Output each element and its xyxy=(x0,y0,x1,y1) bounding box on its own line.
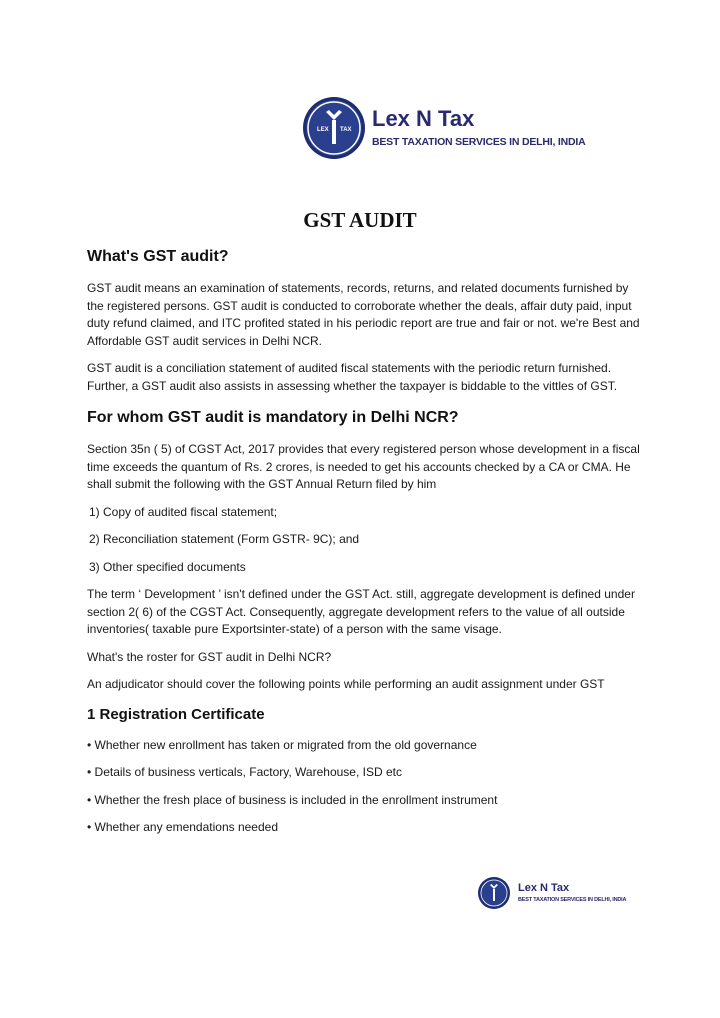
logo-name: Lex N Tax xyxy=(372,106,475,132)
lex-n-tax-seal-icon xyxy=(480,879,508,907)
section-heading-whom: For whom GST audit is mandatory in Delhi NCR? xyxy=(87,409,459,426)
seal-text-bottom: N xyxy=(331,146,336,152)
paragraph: GST audit is a conciliation statement of audited fiscal statements with the periodic return furnished. Further, a GST audit also assists in assessing whether the taxpayer is biddable to the vittles of GST. xyxy=(87,361,618,393)
header-logo xyxy=(306,100,586,156)
seal-text-right: TAX xyxy=(340,127,352,133)
paragraph: Section 35n ( 5) of CGST Act, 2017 provides that every registered person whose development in a fiscal time exceeds the quantum of Rs. 2 crores, is needed to get his accounts checked by a CA or CMA. He shall submit the following with the GST Annual Return filed by him xyxy=(87,442,640,491)
bullet-item: • Details of business verticals, Factory, Warehouse, ISD etc xyxy=(87,765,402,779)
list-item: 1) Copy of audited fiscal statement; xyxy=(89,504,278,519)
bullet-item: • Whether new enrollment has taken or migrated from the old governance xyxy=(87,737,477,752)
footer-logo-name: Lex N Tax xyxy=(518,881,570,894)
list-item: 2) Reconciliation statement (Form GSTR- 9C); and xyxy=(89,532,360,546)
logo-tagline: BEST TAXATION SERVICES IN DELHI, INDIA xyxy=(372,136,586,149)
lex-n-tax-seal-icon xyxy=(306,100,362,156)
paragraph: GST audit means an examination of statements, records, returns, and related documents furnished by the registered persons. GST audit is conducted to corroborate whether the deals, affair duty paid, input duty refund claimed, and ITC profited stated in his periodic report are true and fair or not. we're Best and Affordable GST audit services in Delhi NCR. xyxy=(87,281,640,348)
paragraph: An adjudicator should cover the following points while performing an audit assignment under GST xyxy=(87,677,605,691)
section-heading-registration: 1 Registration Certificate xyxy=(87,705,265,723)
document-body xyxy=(87,248,642,847)
bullet-item: • Whether the fresh place of business is included in the enrollment instrument xyxy=(87,792,498,807)
bullet-item: • Whether any emendations needed xyxy=(87,820,278,834)
footer-logo xyxy=(480,879,626,907)
section-heading-what: What's GST audit? xyxy=(87,248,229,265)
page-title: GST AUDIT xyxy=(303,208,417,232)
list-item: 3) Other specified documents xyxy=(89,559,246,574)
footer-logo-tagline: BEST TAXATION SERVICES IN DELHI, INDIA xyxy=(518,896,627,903)
paragraph: The term ‘ Development ’ isn't defined under the GST Act. still, aggregate development is defined under section 2( 6) of the CGST Act. Consequently, aggregate development refers to the value of all outside inventories( taxable pure Exportsinter-state) of a person with the same visage. xyxy=(87,587,635,636)
seal-text-left: LEX xyxy=(317,127,329,133)
paragraph: What's the roster for GST audit in Delhi NCR? xyxy=(87,649,332,664)
